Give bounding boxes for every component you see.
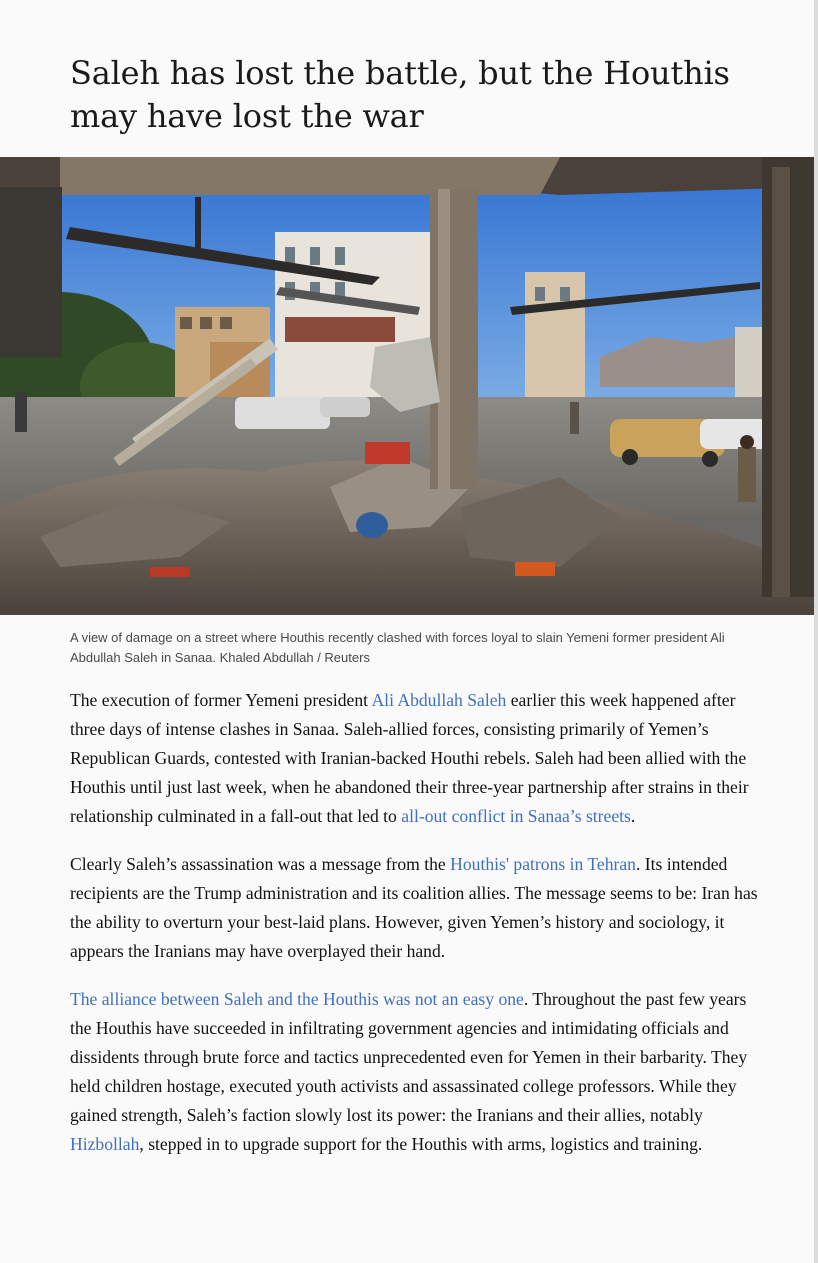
paragraph-3 — [70, 985, 760, 1159]
image-caption: A view of damage on a street where Houthis recently clashed with forces loyal to slain Yemeni former president Ali Abdullah Saleh in Sanaa. Khaled Abdullah / Reuters — [70, 630, 725, 665]
paragraph-1 — [70, 686, 760, 831]
paragraph-text: Clearly Saleh’s assassination was a message from the — [70, 854, 451, 874]
link-all-out-conflict[interactable]: all-out conflict in Sanaa’s streets — [401, 806, 631, 826]
hero-photo — [0, 157, 814, 615]
paragraph-text: . Throughout the past few years the Houthis have succeeded in infiltrating government agencies and intimidating officials and dissidents through brute force and tactics unprecedented even for Yemen in their barbarity. They held children hostage, executed youth activists and assassinated college professors. While they gained strength, Saleh’s faction slowly lost its power: the Iranians and their allies, notably — [70, 989, 748, 1125]
article-body — [70, 686, 760, 1178]
paragraph-text: . — [630, 806, 636, 826]
paragraph-text: . Its intended recipients are the Trump administration and its coalition allies. The message seems to be: Iran has the ability to overturn your best-laid plans. However, given Yemen’s history and sociology, it appears the Iranians may have overplayed their hand. — [70, 854, 758, 961]
paragraph-text: The execution of former Yemeni president — [70, 690, 372, 710]
paragraph-text: earlier this week happened after three days of intense clashes in Sanaa. Saleh-allied forces, consisting primarily of Yemen’s Republican Guards, contested with Iranian-backed Houthi rebels. Saleh had been allied with the Houthis until just last week, when he abandoned their three-year partnership after strains in their relationship culminated in a fall-out that led to — [70, 690, 749, 826]
paragraph-2 — [70, 850, 760, 966]
paragraph-text: , stepped in to upgrade support for the Houthis with arms, logistics and training. — [139, 1134, 703, 1154]
link-ali-abdullah-saleh[interactable]: Ali Abdullah Saleh — [371, 690, 507, 710]
link-houthis-patrons-tehran[interactable]: Houthis' patrons in Tehran — [450, 854, 636, 874]
link-hizbollah[interactable]: Hizbollah — [70, 1134, 140, 1154]
article-headline: Saleh has lost the battle, but the Houthis may have lost the war — [70, 54, 730, 135]
link-alliance-not-easy[interactable]: The alliance between Saleh and the Houthis was not an easy one — [70, 989, 524, 1009]
